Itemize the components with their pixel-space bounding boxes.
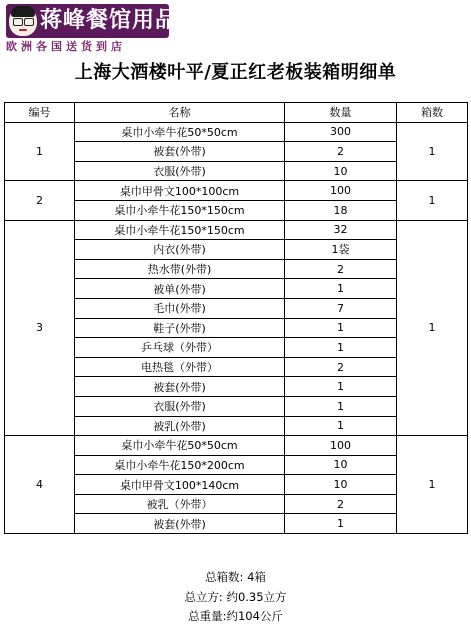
- table-body: [5, 122, 468, 533]
- item-name-cell: 衣服(外带): [75, 396, 285, 416]
- header-name: 名称: [75, 103, 285, 123]
- item-quantity-cell: 1: [285, 338, 397, 358]
- group-number-cell: 2: [5, 181, 75, 220]
- item-name-cell: 桌巾小牵牛花150*150cm: [75, 200, 285, 220]
- item-name-cell: 衣服(外带): [75, 161, 285, 181]
- item-name-cell: 电热毯（外带）: [75, 357, 285, 377]
- group-number-cell: 4: [5, 436, 75, 534]
- item-quantity-cell: 300: [285, 122, 397, 142]
- table-header-row: [5, 103, 468, 123]
- item-quantity-cell: 10: [285, 161, 397, 181]
- item-quantity-cell: 2: [285, 357, 397, 377]
- total-volume: 总立方: 约0.35立方: [184, 589, 287, 604]
- item-quantity-cell: 1: [285, 416, 397, 436]
- item-quantity-cell: 100: [285, 181, 397, 201]
- item-name-cell: 被套(外带): [75, 377, 285, 397]
- item-name-cell: 乒乓球（外带）: [75, 338, 285, 358]
- item-name-cell: 毛巾(外带): [75, 298, 285, 318]
- item-name-cell: 被乳(外带): [75, 416, 285, 436]
- item-name-cell: 热水带(外带): [75, 259, 285, 279]
- brand-tagline: 欧洲各国送货到店: [6, 40, 126, 53]
- item-name-cell: 被套(外带): [75, 142, 285, 162]
- group-number-cell: 1: [5, 122, 75, 181]
- group-boxes-cell: 1: [397, 122, 468, 181]
- header-number: 编号: [5, 103, 75, 123]
- header-boxes: 箱数: [397, 103, 468, 123]
- table-row: [5, 181, 468, 201]
- summary-block: [0, 568, 471, 627]
- item-quantity-cell: 32: [285, 220, 397, 240]
- brand-logo: [6, 4, 179, 38]
- item-name-cell: 被乳（外带）: [75, 494, 285, 514]
- item-name-cell: 被单(外带): [75, 279, 285, 299]
- group-boxes-cell: 1: [397, 220, 468, 436]
- group-number-cell: 3: [5, 220, 75, 436]
- item-quantity-cell: 10: [285, 455, 397, 475]
- total-weight: 总重量:约104公斤: [188, 609, 283, 623]
- total-boxes: 总箱数: 4箱: [205, 570, 266, 584]
- item-quantity-cell: 1: [285, 514, 397, 534]
- item-quantity-cell: 1: [285, 396, 397, 416]
- table-row: [5, 220, 468, 240]
- brand-name: 蒋峰餐馆用品: [40, 8, 179, 33]
- item-name-cell: 桌巾小牵牛花150*200cm: [75, 455, 285, 475]
- item-name-cell: 桌巾甲骨文100*140cm: [75, 475, 285, 495]
- item-quantity-cell: 2: [285, 259, 397, 279]
- item-quantity-cell: 2: [285, 142, 397, 162]
- item-name-cell: 桌巾小牵牛花150*150cm: [75, 220, 285, 240]
- item-name-cell: 被套(外带): [75, 514, 285, 534]
- table-row: [5, 122, 468, 142]
- packing-list-table: [4, 102, 468, 534]
- item-quantity-cell: 1: [285, 377, 397, 397]
- header-quantity: 数量: [285, 103, 397, 123]
- item-quantity-cell: 100: [285, 436, 397, 456]
- group-boxes-cell: 1: [397, 181, 468, 220]
- item-name-cell: 桌巾小牵牛花50*50cm: [75, 436, 285, 456]
- table-row: [5, 436, 468, 456]
- item-quantity-cell: 18: [285, 200, 397, 220]
- item-name-cell: 桌巾小牵牛花50*50cm: [75, 122, 285, 142]
- item-quantity-cell: 1: [285, 279, 397, 299]
- document-title: 上海大酒楼叶平/夏正红老板装箱明细单: [74, 62, 397, 83]
- mascot-face-icon: [9, 6, 37, 36]
- item-quantity-cell: 2: [285, 494, 397, 514]
- item-name-cell: 桌巾甲骨文100*100cm: [75, 181, 285, 201]
- item-name-cell: 内衣(外带): [75, 240, 285, 260]
- item-quantity-cell: 1: [285, 318, 397, 338]
- item-quantity-cell: 7: [285, 298, 397, 318]
- item-quantity-cell: 1袋: [285, 240, 397, 260]
- item-quantity-cell: 10: [285, 475, 397, 495]
- item-name-cell: 鞋子(外带): [75, 318, 285, 338]
- group-boxes-cell: 1: [397, 436, 468, 534]
